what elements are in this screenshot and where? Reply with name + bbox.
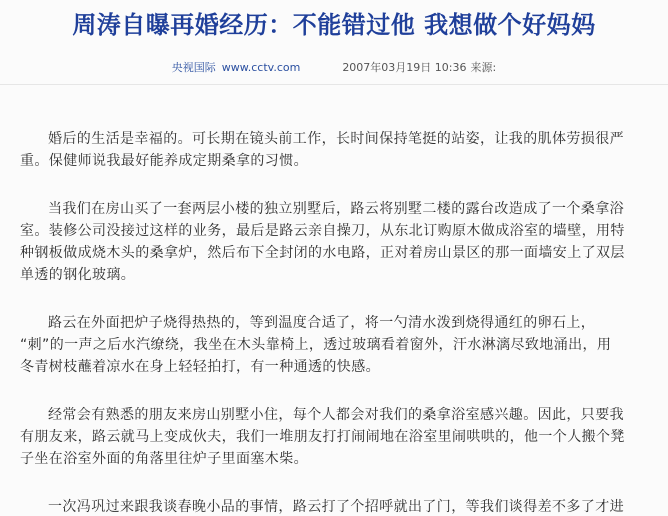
source-site-link[interactable]: www.cctv.com — [221, 61, 301, 74]
paragraph-line: 经常会有熟悉的朋友来房山别墅小住，每个人都会对我们的桑拿浴室感兴趣。因此，只要我 — [48, 407, 624, 423]
article-body — [20, 128, 650, 516]
paragraph-line: 当我们在房山买了一套两层小楼的独立别墅后，路云将别墅二楼的露台改造成了一个桑拿浴 — [48, 201, 624, 217]
source-label: 来源: — [470, 61, 497, 74]
paragraph-line: 有朋友来，路云就马上变成伙夫，我们一堆朋友打打闹闹地在浴室里闹哄哄的，他一个人搬个凳 — [20, 429, 625, 445]
paragraph-line: 单透的钢化玻璃。 — [20, 267, 136, 283]
article-title: 周涛自曝再婚经历：不能错过他 我想做个好妈妈 — [72, 11, 596, 39]
article-paragraph — [20, 128, 650, 172]
paragraph-line: 种钢板做成烧木头的桑拿炉，然后布下全封闭的水电路，正对着房山景区的那一面墙安上了双层 — [20, 245, 625, 261]
source-name: 央视国际 — [171, 61, 216, 74]
header-divider — [0, 84, 668, 85]
paragraph-line: 路云在外面把炉子烧得热热的，等到温度合适了，将一勺清水泼到烧得通红的卵石上， — [48, 315, 596, 331]
paragraph-line: 室。装修公司没接过这样的业务，最后是路云亲自操刀，从东北订购原木做成浴室的墙壁，用特 — [20, 223, 625, 239]
paragraph-line: 子坐在浴室外面的角落里往炉子里面塞木柴。 — [20, 451, 308, 467]
article-paragraph — [20, 312, 650, 378]
paragraph-line: 一次冯巩过来跟我谈春晚小品的事情，路云打了个招呼就出了门，等我们谈得差不多了才进 — [48, 499, 624, 515]
paragraph-line: 重。保健师说我最好能养成定期桑拿的习惯。 — [20, 153, 308, 169]
source-info — [172, 61, 301, 74]
article-paragraph — [20, 404, 650, 470]
paragraph-line: 婚后的生活是幸福的。可长期在镜头前工作，长时间保持笔挺的站姿，让我的肌体劳损很严 — [48, 131, 624, 147]
paragraph-line: “刺”的一声之后水汽缭绕，我坐在木头靠椅上，透过玻璃看着窗外，汗水淋漓尽致地涌出，用 — [20, 337, 612, 353]
paragraph-line: 冬青树枝蘸着凉水在身上轻轻拍打，有一种通透的快感。 — [20, 359, 380, 375]
article-paragraph — [20, 198, 650, 286]
publish-datetime: 2007年03月19日 10:36 — [342, 61, 467, 74]
article-paragraph — [20, 496, 650, 516]
article-meta — [0, 60, 668, 76]
